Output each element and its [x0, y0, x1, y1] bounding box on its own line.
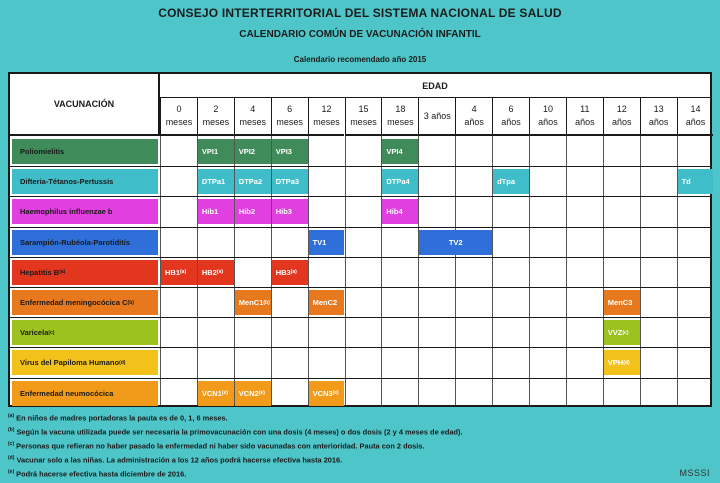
dose-cell	[272, 169, 308, 194]
vaccination-table	[8, 72, 712, 407]
dose-cell	[309, 381, 345, 406]
dose-cell	[272, 199, 308, 224]
age-value: 11	[580, 104, 590, 115]
dose-cell	[198, 139, 234, 164]
footnote-text: Según la vacuna utilizada puede ser necesaria la primovacunación con una dosis (4 meses) o dos dosis (2 y 4 meses de edad).	[14, 427, 463, 437]
age-value: 13	[653, 104, 664, 115]
vaccine-name: Enfermedad meningocócica C	[20, 298, 128, 307]
row-divider	[10, 196, 710, 197]
row-divider	[10, 378, 710, 379]
footnote-mark: (a)	[290, 269, 297, 276]
age-cell	[308, 98, 345, 136]
age-value: 12	[321, 104, 332, 115]
footnote-mark: (a)	[8, 413, 15, 419]
footnote-mark: (a)	[216, 269, 224, 276]
footnote-item	[8, 437, 648, 451]
dose-label: TV2	[448, 237, 463, 247]
dose-label: Hib2	[238, 207, 256, 217]
age-unit: años	[501, 117, 521, 127]
dose-cell	[382, 139, 418, 164]
dose-label: Hib1	[201, 207, 219, 217]
dose-cell	[198, 260, 234, 285]
age-value: 6	[508, 104, 514, 115]
age-value: 12	[616, 104, 627, 115]
footnote-item	[8, 465, 648, 479]
dose-cell	[198, 381, 234, 406]
footnote-mark: (d)	[8, 455, 15, 461]
age-unit: años	[575, 117, 595, 127]
dose-label: Hib3	[275, 207, 292, 217]
age-column-header: EDAD	[160, 74, 710, 98]
vaccine-label	[12, 139, 158, 164]
dose-cell	[161, 260, 197, 285]
dose-label: MenC1	[238, 298, 264, 307]
vaccine-name: Varicela	[20, 328, 49, 338]
footnotes	[8, 409, 648, 479]
footnote-mark: (a)	[180, 269, 187, 276]
age-cell	[640, 98, 677, 136]
row-divider	[10, 347, 710, 348]
age-value: 4	[471, 104, 477, 115]
dose-cell	[235, 381, 271, 406]
vaccine-label	[12, 230, 158, 255]
footnote-mark: (e)	[221, 390, 229, 397]
footnote-mark: (c)	[8, 441, 15, 447]
age-cell	[271, 98, 308, 136]
footnote-mark: (a)	[59, 269, 66, 276]
vaccine-label	[12, 199, 158, 224]
age-cell	[677, 98, 714, 136]
footnote-text: Personas que refieran no haber pasado la enfermedad ni haber sido vacunadas con anterioridad. Pauta con 2 dosis.	[14, 441, 425, 451]
age-value: 4	[250, 104, 256, 115]
dose-label: VPI4	[386, 147, 403, 156]
footnote-item	[8, 451, 648, 465]
column-divider	[566, 136, 567, 405]
dose-label: MenC2	[312, 298, 338, 307]
dose-cell	[493, 169, 529, 194]
age-unit: meses	[387, 117, 414, 127]
vaccine-name: Hepatitis B	[20, 267, 60, 277]
dose-cell	[604, 350, 640, 375]
age-unit: meses	[165, 117, 193, 127]
column-divider	[529, 136, 530, 405]
column-divider	[418, 136, 419, 405]
dose-label: HB3	[275, 267, 291, 277]
age-unit: años	[685, 117, 706, 127]
age-unit: meses	[239, 117, 266, 127]
dose-cell	[419, 230, 492, 255]
dose-label: VPI2	[238, 147, 256, 156]
vaccine-label	[12, 320, 158, 345]
age-value: 18	[395, 104, 406, 115]
footnote-mark: (b)	[8, 427, 15, 433]
dose-cell	[235, 199, 271, 224]
age-unit: meses	[350, 117, 377, 127]
footnote-text: Vacunar solo a las niñas. La administración a los 12 años podrá hacerse efectiva hasta 2016.	[14, 455, 343, 465]
dose-cell	[235, 169, 271, 194]
year-note: Calendario recomendado año 2015	[293, 55, 427, 64]
dose-label: VPI1	[201, 147, 219, 156]
dose-label: VPI3	[275, 147, 292, 156]
dose-label: DTPa3	[275, 177, 300, 187]
row-divider	[10, 287, 710, 288]
dose-cell	[198, 169, 234, 194]
row-divider	[10, 227, 710, 228]
dose-label: TV1	[312, 237, 327, 247]
age-cell	[234, 98, 271, 136]
dose-label: Td	[681, 177, 691, 187]
vaccine-name: Enfermedad neumocócica	[20, 388, 114, 398]
vaccine-name: Difteria-Tétanos-Pertussis	[20, 177, 114, 187]
footnote-mark: (b)	[127, 299, 134, 306]
age-cell	[160, 98, 197, 136]
age-cell	[492, 98, 529, 136]
age-value: 15	[358, 104, 369, 115]
dose-label: DTPa1	[201, 177, 226, 187]
age-unit: meses	[276, 117, 303, 127]
dose-cell	[382, 199, 418, 224]
dose-cell	[678, 169, 714, 194]
age-unit: años	[464, 117, 484, 127]
age-value: 10	[542, 104, 553, 115]
dose-label: VCN3	[312, 388, 333, 398]
footnote-item	[8, 423, 648, 437]
row-divider	[10, 166, 710, 167]
vaccine-name: Sarampión-Rubéola-Parotiditis	[20, 237, 131, 247]
age-cell	[566, 98, 603, 136]
row-divider	[10, 317, 710, 318]
vaccine-name: Haemophilus influenzae b	[20, 207, 113, 217]
dose-label: HB1	[165, 267, 181, 277]
column-divider	[345, 136, 346, 405]
age-value: 2	[213, 104, 219, 115]
column-divider	[455, 136, 456, 405]
source-credit: MSSSI	[679, 468, 710, 478]
dose-cell	[235, 290, 271, 315]
footnote-mark: (e)	[332, 390, 339, 397]
dose-label: Hib4	[386, 207, 403, 217]
footnote-mark: (d)	[623, 359, 630, 366]
column-divider	[308, 136, 309, 405]
vaccine-label	[12, 290, 158, 315]
dose-cell	[235, 139, 271, 164]
vaccination-column-header: VACUNACIÓN	[10, 74, 160, 136]
age-cell	[455, 98, 492, 136]
dose-cell	[272, 139, 308, 164]
dose-cell	[604, 320, 640, 345]
vaccine-name: Virus del Papiloma Humano	[20, 358, 120, 368]
dose-label: dTpa	[497, 177, 516, 187]
footnote-mark: (e)	[8, 469, 15, 475]
page-subtitle: CALENDARIO COMÚN DE VACUNACIÓN INFANTIL	[239, 29, 481, 40]
vaccine-label	[12, 169, 158, 194]
column-divider	[640, 136, 641, 405]
age-unit: años	[611, 117, 632, 127]
age-unit: meses	[202, 117, 230, 127]
age-cell	[529, 98, 566, 136]
footnote-mark: (b)	[263, 299, 270, 306]
dose-cell	[604, 290, 640, 315]
age-unit: años	[648, 117, 669, 127]
vaccine-label	[12, 260, 158, 285]
dose-label: VCN1	[201, 388, 222, 398]
dose-cell	[382, 169, 418, 194]
age-value: 14	[690, 104, 701, 115]
dose-label: VPH	[607, 358, 624, 368]
footnote-item	[8, 409, 648, 423]
age-cell	[418, 98, 455, 136]
dose-cell	[309, 290, 345, 315]
footnote-mark: (d)	[119, 359, 126, 366]
age-unit: años	[538, 117, 558, 127]
dose-label: VCN2	[238, 388, 259, 398]
vaccine-label	[12, 381, 158, 406]
footnote-mark: (c)	[622, 329, 629, 336]
footnote-mark: (e)	[258, 390, 265, 397]
footnote-text: Podrá hacerse efectiva hasta diciembre de 2016.	[14, 469, 187, 479]
age-cell	[603, 98, 640, 136]
age-cell	[381, 98, 418, 136]
age-unit: meses	[313, 117, 340, 127]
dose-label: VVZ	[607, 328, 623, 338]
dose-label: DTPa2	[238, 177, 263, 187]
age-value: 3 años	[423, 110, 451, 121]
footnote-text: En niños de madres portadoras la pauta es de 0, 1, 6 meses.	[14, 413, 228, 423]
row-divider	[10, 257, 710, 258]
footnote-mark: (c)	[48, 329, 55, 336]
dose-cell	[272, 260, 308, 285]
age-cell	[345, 98, 382, 136]
dose-label: DTPa4	[386, 177, 410, 187]
dose-cell	[309, 230, 345, 255]
age-value: 6	[287, 104, 293, 115]
dose-label: HB2	[201, 267, 217, 277]
dose-cell	[198, 199, 234, 224]
page-title: CONSEJO INTERTERRITORIAL DEL SISTEMA NACIONAL DE SALUD	[158, 6, 562, 20]
vaccine-name: Poliomielitis	[20, 147, 65, 156]
age-cell	[197, 98, 234, 136]
dose-label: MenC3	[607, 298, 633, 307]
age-value: 0	[176, 104, 182, 115]
vaccine-label	[12, 350, 158, 375]
